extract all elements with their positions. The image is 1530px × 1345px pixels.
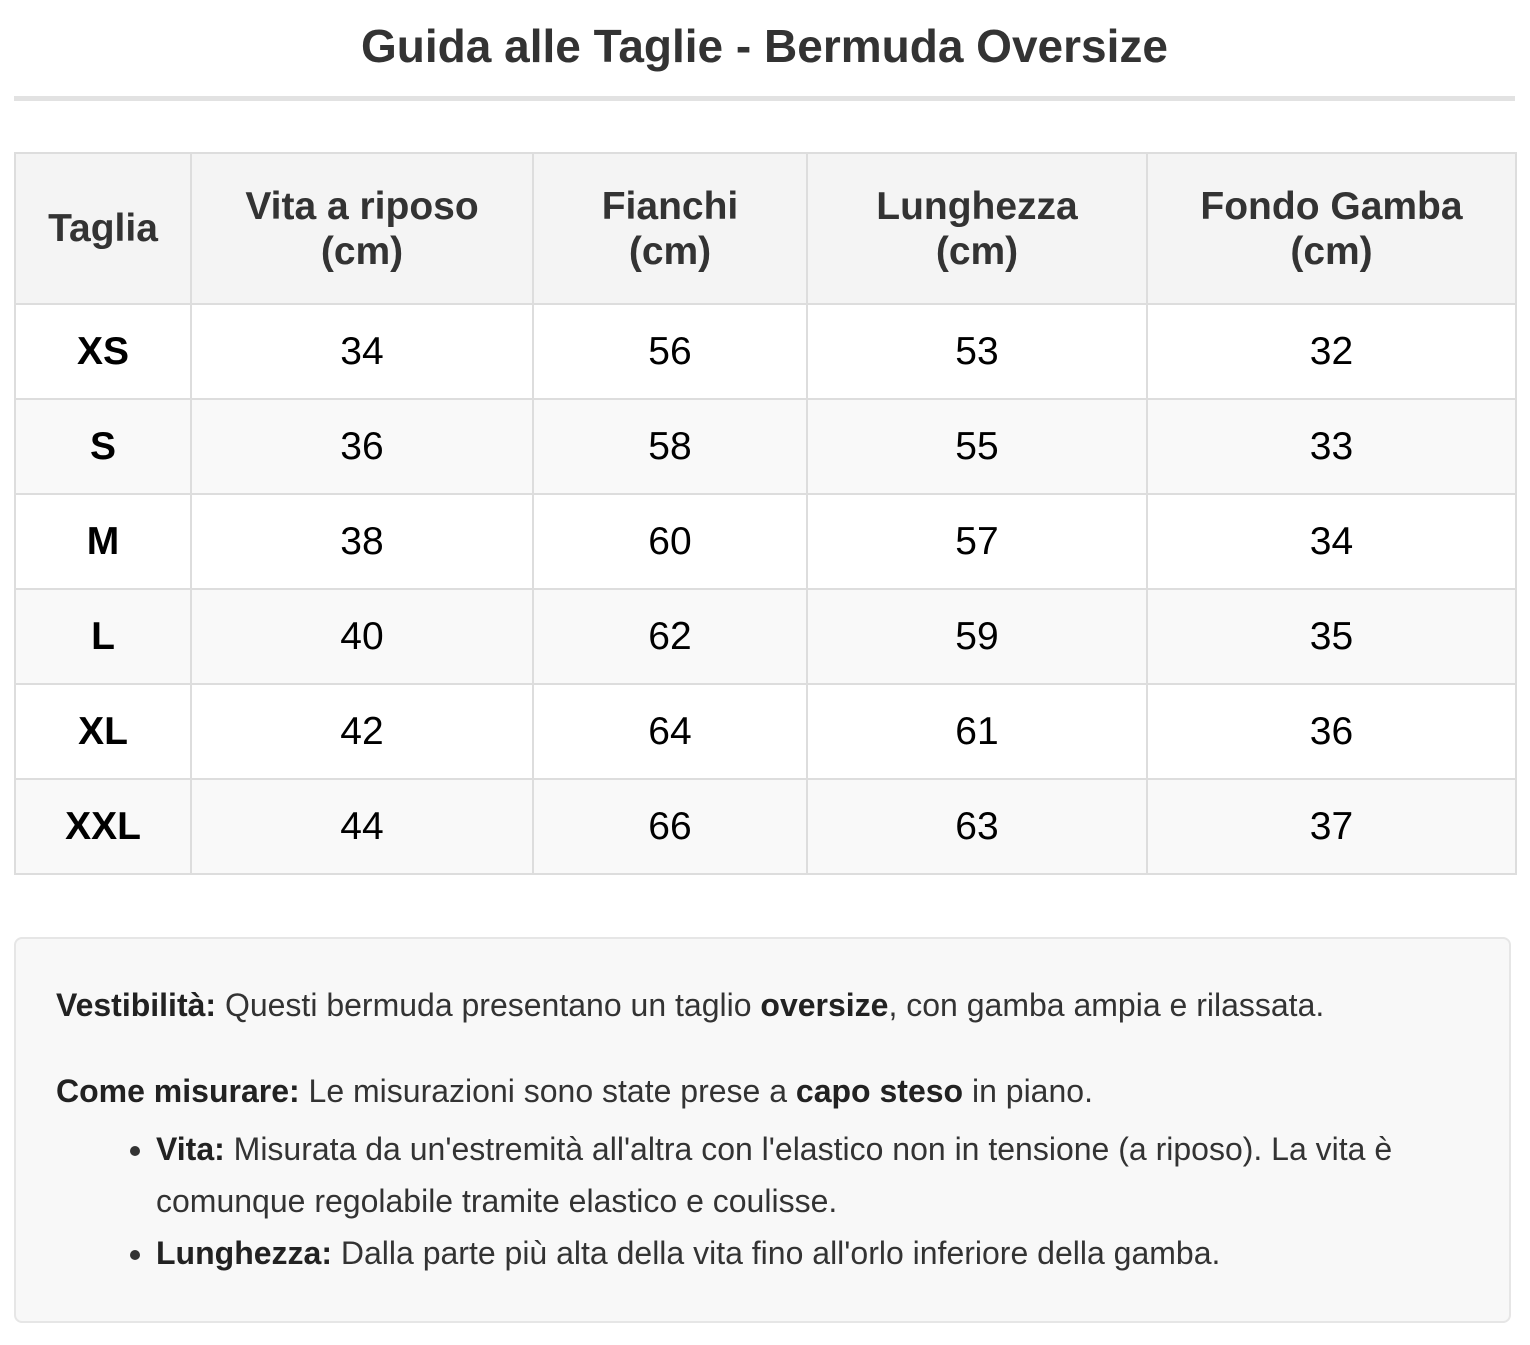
- measure-emphasis: capo steso: [795, 1073, 964, 1109]
- table-row: [15, 684, 1516, 779]
- size-cell: XXL: [15, 779, 191, 874]
- header-fianchi: [533, 153, 807, 304]
- fit-note: [56, 979, 1469, 1031]
- list-item-text: Dalla parte più alta della vita fino all'orlo inferiore della gamba.: [331, 1235, 1221, 1271]
- vita-cell: 42: [191, 684, 533, 779]
- size-cell: XL: [15, 684, 191, 779]
- fit-text-end: , con gamba ampia e rilassata.: [888, 987, 1325, 1023]
- lunghezza-cell: 61: [807, 684, 1147, 779]
- fondo-gamba-cell: 36: [1147, 684, 1516, 779]
- table-row: [15, 589, 1516, 684]
- header-fondo-gamba: [1147, 153, 1516, 304]
- fit-label: Vestibilità:: [56, 987, 217, 1023]
- table-row: [15, 779, 1516, 874]
- notes-box: [14, 937, 1511, 1323]
- header-label: Taglia: [48, 207, 158, 250]
- vita-cell: 36: [191, 399, 533, 494]
- measure-text: Le misurazioni sono state prese a: [299, 1073, 796, 1109]
- table-row: [15, 494, 1516, 589]
- fondo-gamba-cell: 32: [1147, 304, 1516, 399]
- lunghezza-cell: 63: [807, 779, 1147, 874]
- header-label: Vita a riposo: [245, 184, 479, 228]
- fianchi-cell: 64: [533, 684, 807, 779]
- fianchi-cell: 58: [533, 399, 807, 494]
- list-item-label: Vita:: [156, 1131, 225, 1167]
- header-unit: (cm): [628, 229, 712, 273]
- lunghezza-cell: 59: [807, 589, 1147, 684]
- list-item: [156, 1123, 1469, 1227]
- vita-cell: 44: [191, 779, 533, 874]
- fianchi-cell: 62: [533, 589, 807, 684]
- header-taglia: [15, 153, 191, 304]
- table-header-row: [15, 153, 1516, 304]
- measure-label: Come misurare:: [56, 1073, 300, 1109]
- fianchi-cell: 66: [533, 779, 807, 874]
- page-title: Guida alle Taglie - Bermuda Oversize: [361, 20, 1168, 72]
- header-label: Lunghezza: [876, 184, 1078, 228]
- size-cell: XS: [15, 304, 191, 399]
- size-cell: L: [15, 589, 191, 684]
- fianchi-cell: 56: [533, 304, 807, 399]
- lunghezza-cell: 53: [807, 304, 1147, 399]
- size-cell: M: [15, 494, 191, 589]
- header-label: Fianchi: [601, 184, 739, 228]
- measure-text-end: in piano.: [963, 1073, 1093, 1109]
- size-cell: S: [15, 399, 191, 494]
- fondo-gamba-cell: 33: [1147, 399, 1516, 494]
- measure-list: [56, 1123, 1469, 1279]
- vita-cell: 40: [191, 589, 533, 684]
- lunghezza-cell: 55: [807, 399, 1147, 494]
- vita-cell: 34: [191, 304, 533, 399]
- header-unit: (cm): [320, 229, 404, 273]
- fondo-gamba-cell: 34: [1147, 494, 1516, 589]
- size-table: [14, 152, 1517, 875]
- fondo-gamba-cell: 37: [1147, 779, 1516, 874]
- list-item-label: Lunghezza:: [156, 1235, 332, 1271]
- list-item-text: Misurata da un'estremità all'altra con l'elastico non in tensione (a riposo). La vita è comunque regolabile tramite elastico e coulisse.: [156, 1131, 1393, 1219]
- header-lunghezza: [807, 153, 1147, 304]
- table-row: [15, 304, 1516, 399]
- header-unit: (cm): [935, 229, 1019, 273]
- fondo-gamba-cell: 35: [1147, 589, 1516, 684]
- header-vita: [191, 153, 533, 304]
- list-item: [156, 1227, 1469, 1279]
- header-label: Fondo Gamba: [1200, 184, 1463, 228]
- fit-emphasis: oversize: [760, 987, 889, 1023]
- measure-note: [56, 1065, 1469, 1117]
- lunghezza-cell: 57: [807, 494, 1147, 589]
- title-divider: [14, 96, 1515, 101]
- fianchi-cell: 60: [533, 494, 807, 589]
- vita-cell: 38: [191, 494, 533, 589]
- table-row: [15, 399, 1516, 494]
- header-unit: (cm): [1290, 229, 1373, 273]
- fit-text: Questi bermuda presentano un taglio: [216, 987, 761, 1023]
